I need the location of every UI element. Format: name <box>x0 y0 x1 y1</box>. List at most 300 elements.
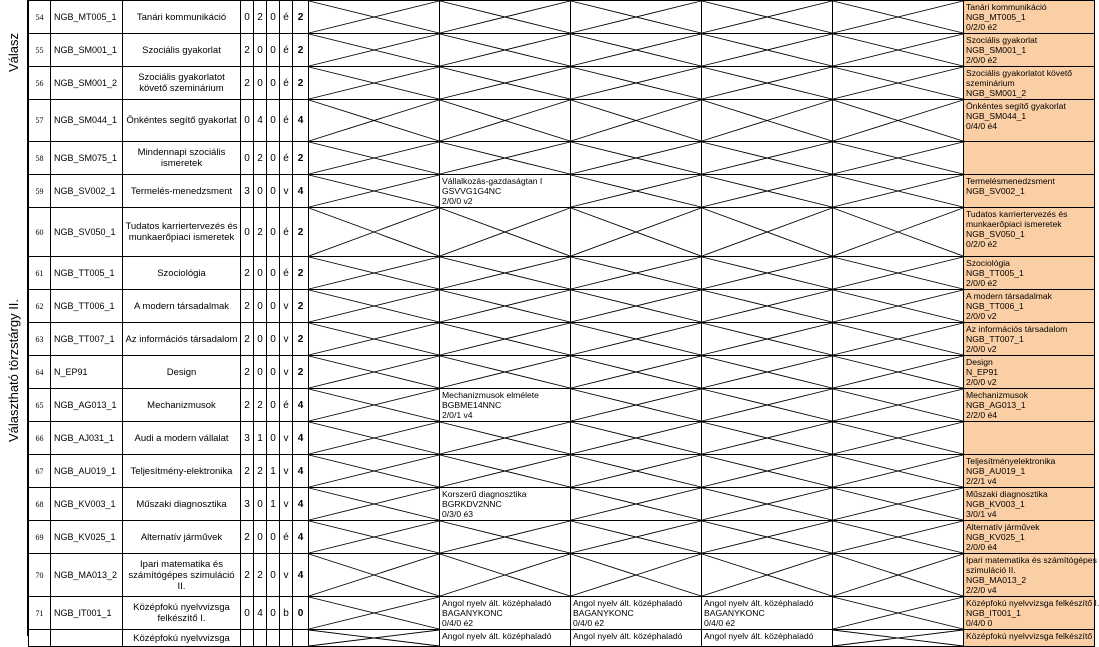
crossed-out-cell <box>571 142 702 175</box>
cross-mark <box>571 455 701 487</box>
course-name: Mechanizmusok <box>123 389 241 422</box>
row-number: 63 <box>29 323 51 356</box>
crossed-out-cell <box>833 323 964 356</box>
crossed-out-cell <box>833 67 964 100</box>
cell-line: NGB_AU019_1 <box>966 466 1026 476</box>
crossed-out-cell <box>440 257 571 290</box>
crossed-out-cell <box>702 1 833 34</box>
cell-line: Mechanizmusok elmélete <box>442 390 539 400</box>
cell-line: Alternatív járművek <box>966 522 1040 532</box>
crossed-out-cell <box>571 389 702 422</box>
cell-line: Angol nyelv ált. középhaladó <box>573 631 683 641</box>
crossed-out-cell <box>440 67 571 100</box>
hours-cell: 0 <box>254 257 267 290</box>
cross-mark <box>571 34 701 66</box>
course-code: N_EP91 <box>51 356 123 389</box>
table-row <box>29 142 1095 175</box>
crossed-out-cell <box>440 34 571 67</box>
credit-cell: 2 <box>293 257 309 290</box>
crossed-out-cell <box>833 356 964 389</box>
cell-line: 2/2/0 é4 <box>966 410 998 420</box>
crossed-out-cell <box>571 34 702 67</box>
hours-cell: 0 <box>254 521 267 554</box>
cross-mark <box>702 389 832 421</box>
cross-mark <box>702 67 832 99</box>
hours-cell: 0 <box>267 554 280 597</box>
course-code: NGB_TT005_1 <box>51 257 123 290</box>
cell-line: szeminárium <box>966 78 1015 88</box>
crossed-out-cell <box>702 290 833 323</box>
course-code: NGB_SV002_1 <box>51 175 123 208</box>
crossed-out-cell <box>571 290 702 323</box>
hours-cell: 2 <box>254 1 267 34</box>
cross-mark <box>440 100 570 141</box>
cell-line: 2/0/0 v2 <box>966 377 997 387</box>
course-code: NGB_MA013_2 <box>51 554 123 597</box>
credit-cell: 4 <box>293 521 309 554</box>
cross-mark <box>702 1 832 33</box>
previous-course <box>964 630 1095 647</box>
crossed-out-cell <box>833 554 964 597</box>
side-label-text: Válasz <box>6 32 21 73</box>
row-number: 60 <box>29 208 51 257</box>
row-number: 67 <box>29 455 51 488</box>
exam-type: v <box>280 290 293 323</box>
cell-line: Teljesítményelektronika <box>966 456 1056 466</box>
equivalent-course <box>440 597 571 630</box>
cross-mark <box>309 175 439 207</box>
hours-cell: 2 <box>254 554 267 597</box>
table-row <box>29 455 1095 488</box>
course-name: A modern társadalmak <box>123 290 241 323</box>
crossed-out-cell <box>702 488 833 521</box>
cross-mark <box>571 208 701 256</box>
crossed-out-cell <box>571 488 702 521</box>
crossed-out-cell <box>833 34 964 67</box>
cell-line: 0/4/0 é2 <box>704 618 736 628</box>
cell-line: munkaerőpiaci ismeretek <box>966 219 1062 229</box>
hours-cell: 0 <box>254 67 267 100</box>
cell-line: Tudatos karriertervezés és <box>966 209 1068 219</box>
cross-mark <box>309 1 439 33</box>
hours-cell <box>241 630 254 647</box>
exam-type: v <box>280 422 293 455</box>
crossed-out-cell <box>702 34 833 67</box>
hours-cell: 0 <box>254 34 267 67</box>
row-number: 59 <box>29 175 51 208</box>
course-name: Design <box>123 356 241 389</box>
crossed-out-cell <box>571 521 702 554</box>
course-code: NGB_IT001_1 <box>51 597 123 630</box>
hours-cell: 2 <box>254 208 267 257</box>
crossed-out-cell <box>833 389 964 422</box>
course-name: Tudatos karriertervezés és munkaerőpiaci ismeretek <box>123 208 241 257</box>
row-number: 70 <box>29 554 51 597</box>
cross-mark <box>309 208 439 256</box>
cell-line: Középfokú nyelvvizsga felkészítő I. <box>966 598 1099 608</box>
previous-course <box>964 142 1095 175</box>
course-name: Termelés-menedzsment <box>123 175 241 208</box>
cell-line: 2/0/0 v2 <box>966 344 997 354</box>
cross-mark <box>571 257 701 289</box>
cell-line: Szociális gyakorlat <box>966 35 1038 45</box>
table-row <box>29 554 1095 597</box>
cell-line: NGB_TT007_1 <box>966 334 1024 344</box>
cell-line: Angol nyelv ált. középhaladó <box>442 598 552 608</box>
hours-cell: 0 <box>241 208 254 257</box>
cross-mark <box>440 34 570 66</box>
cell-line: NGB_SM001_1 <box>966 45 1027 55</box>
hours-cell: 3 <box>241 422 254 455</box>
exam-type: v <box>280 356 293 389</box>
course-code: NGB_MT005_1 <box>51 1 123 34</box>
cell-line: 0/2/0 é2 <box>966 22 998 32</box>
cell-line: Középfokú nyelvvizsga felkészítő <box>966 631 1093 641</box>
exam-type: é <box>280 389 293 422</box>
cell-line: NGB_MA013_2 <box>966 575 1027 585</box>
crossed-out-cell <box>702 100 833 142</box>
crossed-out-cell <box>833 257 964 290</box>
crossed-out-cell <box>309 142 440 175</box>
credit-cell: 2 <box>293 323 309 356</box>
cell-line: 2/0/0 é4 <box>966 542 998 552</box>
cell-line: NGB_SV050_1 <box>966 229 1025 239</box>
table-row <box>29 356 1095 389</box>
hours-cell: 0 <box>241 597 254 630</box>
curriculum-table <box>28 0 1099 647</box>
cross-mark <box>309 67 439 99</box>
cell-line: Angol nyelv ált. középhaladó <box>573 598 683 608</box>
hours-cell: 2 <box>241 34 254 67</box>
cell-line: BGBME14NNC <box>442 400 502 410</box>
cell-line: szimuláció II. <box>966 565 1016 575</box>
cross-mark <box>440 67 570 99</box>
cross-mark <box>833 175 963 207</box>
cell-line: Ipari matematika és számítógépes <box>966 555 1097 565</box>
course-code: NGB_TT007_1 <box>51 323 123 356</box>
crossed-out-cell <box>309 290 440 323</box>
cross-mark <box>440 208 570 256</box>
row-number: 55 <box>29 34 51 67</box>
cell-line: BGRKDV2NNC <box>442 499 502 509</box>
course-name: Az információs társadalom <box>123 323 241 356</box>
crossed-out-cell <box>309 455 440 488</box>
cell-line: A modern társadalmak <box>966 291 1052 301</box>
hours-cell: 0 <box>267 34 280 67</box>
cross-mark <box>440 554 570 596</box>
crossed-out-cell <box>702 323 833 356</box>
cross-mark <box>702 356 832 388</box>
hours-cell: 0 <box>254 323 267 356</box>
credit-cell: 4 <box>293 554 309 597</box>
cross-mark <box>702 422 832 454</box>
table-row <box>29 630 1095 647</box>
cross-mark <box>571 521 701 553</box>
hours-cell: 0 <box>241 100 254 142</box>
crossed-out-cell <box>309 597 440 630</box>
cell-line: NGB_SM044_1 <box>966 111 1027 121</box>
equivalent-course <box>440 389 571 422</box>
cross-mark <box>833 597 963 629</box>
cell-line: 0/4/0 é2 <box>442 618 474 628</box>
course-code <box>51 630 123 647</box>
equivalent-course <box>571 597 702 630</box>
crossed-out-cell <box>702 208 833 257</box>
crossed-out-cell <box>571 208 702 257</box>
crossed-out-cell <box>702 175 833 208</box>
cell-line: Termelésmenedzsment <box>966 176 1055 186</box>
crossed-out-cell <box>833 422 964 455</box>
crossed-out-cell <box>571 67 702 100</box>
table-row <box>29 175 1095 208</box>
cell-line: Szociális gyakorlatot követő <box>966 68 1073 78</box>
cross-mark <box>309 455 439 487</box>
cross-mark <box>571 67 701 99</box>
table-row <box>29 290 1095 323</box>
cross-mark <box>571 356 701 388</box>
cell-line: 2/0/0 é2 <box>966 278 998 288</box>
cell-line: Önkéntes segítő gyakorlat <box>966 101 1066 111</box>
course-code: NGB_AG013_1 <box>51 389 123 422</box>
cross-mark <box>833 100 963 141</box>
cell-line: BAGANYKONC <box>704 608 765 618</box>
cell-line: NGB_KV003_1 <box>966 499 1025 509</box>
cross-mark <box>571 142 701 174</box>
cross-mark <box>702 208 832 256</box>
crossed-out-cell <box>440 422 571 455</box>
cross-mark <box>571 290 701 322</box>
hours-cell: 0 <box>267 389 280 422</box>
cell-line: 2/2/0 v4 <box>966 585 997 595</box>
previous-course <box>964 257 1095 290</box>
credit-cell: 0 <box>293 597 309 630</box>
equivalent-course <box>440 630 571 647</box>
credit-cell: 2 <box>293 290 309 323</box>
cell-line: Az információs társadalom <box>966 324 1068 334</box>
crossed-out-cell <box>571 356 702 389</box>
cross-mark <box>309 630 439 646</box>
crossed-out-cell <box>571 323 702 356</box>
cross-mark <box>702 323 832 355</box>
hours-cell: 2 <box>241 67 254 100</box>
cell-line: 2/0/0 v2 <box>442 196 473 206</box>
equivalent-course <box>440 488 571 521</box>
previous-course <box>964 323 1095 356</box>
cross-mark <box>440 422 570 454</box>
table-row <box>29 100 1095 142</box>
course-name: Szociális gyakorlatot követő szeminárium <box>123 67 241 100</box>
cross-mark <box>702 521 832 553</box>
cross-mark <box>833 389 963 421</box>
hours-cell: 2 <box>241 257 254 290</box>
credit-cell: 4 <box>293 455 309 488</box>
crossed-out-cell <box>833 597 964 630</box>
cell-line: NGB_MT005_1 <box>966 12 1026 22</box>
course-code: NGB_AJ031_1 <box>51 422 123 455</box>
cross-mark <box>833 257 963 289</box>
cell-line: NGB_IT001_1 <box>966 608 1021 618</box>
previous-course <box>964 356 1095 389</box>
row-number: 65 <box>29 389 51 422</box>
hours-cell: 0 <box>254 356 267 389</box>
cross-mark <box>702 290 832 322</box>
hours-cell: 0 <box>267 175 280 208</box>
cross-mark <box>702 142 832 174</box>
credit-cell: 4 <box>293 422 309 455</box>
side-label <box>0 105 28 636</box>
cross-mark <box>833 1 963 33</box>
crossed-out-cell <box>440 455 571 488</box>
cross-mark <box>702 554 832 596</box>
cross-mark <box>440 455 570 487</box>
table-row <box>29 1 1095 34</box>
cross-mark <box>571 554 701 596</box>
hours-cell: 1 <box>254 422 267 455</box>
hours-cell: 0 <box>267 1 280 34</box>
previous-course <box>964 67 1095 100</box>
cell-line: NGB_SV002_1 <box>966 186 1025 196</box>
hours-cell: 0 <box>241 142 254 175</box>
cell-line: 0/4/0 é4 <box>966 121 998 131</box>
crossed-out-cell <box>309 175 440 208</box>
hours-cell: 1 <box>267 455 280 488</box>
cell-line: 0/3/0 é3 <box>442 509 474 519</box>
cross-mark <box>309 34 439 66</box>
cell-line: BAGANYKONC <box>573 608 634 618</box>
cross-mark <box>833 554 963 596</box>
cross-mark <box>571 175 701 207</box>
table-row <box>29 422 1095 455</box>
credit-cell: 2 <box>293 67 309 100</box>
course-name: Ipari matematika és számítógépes szimuláció II. <box>123 554 241 597</box>
course-name: Alternatív járművek <box>123 521 241 554</box>
course-name: Szociológia <box>123 257 241 290</box>
cell-line: N_EP91 <box>966 367 999 377</box>
credit-cell: 2 <box>293 34 309 67</box>
crossed-out-cell <box>571 175 702 208</box>
hours-cell: 0 <box>267 100 280 142</box>
crossed-out-cell <box>309 100 440 142</box>
row-number: 61 <box>29 257 51 290</box>
crossed-out-cell <box>702 257 833 290</box>
previous-course <box>964 208 1095 257</box>
crossed-out-cell <box>440 323 571 356</box>
hours-cell: 4 <box>254 100 267 142</box>
cell-line: 3/0/1 v4 <box>966 509 997 519</box>
cross-mark <box>833 290 963 322</box>
crossed-out-cell <box>309 488 440 521</box>
cross-mark <box>309 521 439 553</box>
exam-type: é <box>280 67 293 100</box>
hours-cell: 3 <box>241 175 254 208</box>
exam-type: é <box>280 1 293 34</box>
table-row <box>29 67 1095 100</box>
exam-type: é <box>280 257 293 290</box>
credit-cell: 2 <box>293 208 309 257</box>
side-label-text: Választható törzstárgy II. <box>6 298 22 443</box>
hours-cell: 0 <box>267 356 280 389</box>
crossed-out-cell <box>440 1 571 34</box>
course-code: NGB_SM001_1 <box>51 34 123 67</box>
previous-course <box>964 488 1095 521</box>
cross-mark <box>309 323 439 355</box>
crossed-out-cell <box>309 208 440 257</box>
hours-cell: 2 <box>241 554 254 597</box>
cell-line: Korszerű diagnosztika <box>442 489 527 499</box>
hours-cell: 0 <box>254 175 267 208</box>
hours-cell: 0 <box>267 257 280 290</box>
crossed-out-cell <box>309 34 440 67</box>
cross-mark <box>833 521 963 553</box>
cross-mark <box>833 488 963 520</box>
exam-type: é <box>280 142 293 175</box>
cross-mark <box>309 554 439 596</box>
crossed-out-cell <box>440 554 571 597</box>
course-name: Középfokú nyelvvizsga felkészítő I. <box>123 597 241 630</box>
cross-mark <box>702 455 832 487</box>
course-name: Középfokú nyelvvizsga <box>123 630 241 647</box>
hours-cell: 2 <box>241 389 254 422</box>
hours-cell: 2 <box>241 290 254 323</box>
exam-type: v <box>280 554 293 597</box>
crossed-out-cell <box>702 554 833 597</box>
hours-cell: 0 <box>267 597 280 630</box>
cross-mark <box>440 323 570 355</box>
crossed-out-cell <box>702 455 833 488</box>
hours-cell: 4 <box>254 597 267 630</box>
hours-cell: 0 <box>267 67 280 100</box>
previous-course <box>964 389 1095 422</box>
credit-cell: 4 <box>293 389 309 422</box>
crossed-out-cell <box>702 422 833 455</box>
exam-type: é <box>280 208 293 257</box>
cell-line: Angol nyelv ált. középhaladó <box>704 598 814 608</box>
crossed-out-cell <box>309 630 440 647</box>
crossed-out-cell <box>309 521 440 554</box>
crossed-out-cell <box>440 290 571 323</box>
equivalent-course <box>702 597 833 630</box>
cell-line: Design <box>966 357 993 367</box>
table-row <box>29 597 1095 630</box>
hours-cell: 2 <box>241 521 254 554</box>
cross-mark <box>309 422 439 454</box>
crossed-out-cell <box>309 422 440 455</box>
cell-line: Mechanizmusok <box>966 390 1029 400</box>
hours-cell: 0 <box>267 521 280 554</box>
cell-line: NGB_TT005_1 <box>966 268 1024 278</box>
crossed-out-cell <box>309 323 440 356</box>
crossed-out-cell <box>309 1 440 34</box>
equivalent-course <box>571 630 702 647</box>
row-number: 57 <box>29 100 51 142</box>
crossed-out-cell <box>571 100 702 142</box>
course-name: Audi a modern vállalat <box>123 422 241 455</box>
row-number: 54 <box>29 1 51 34</box>
row-number: 62 <box>29 290 51 323</box>
crossed-out-cell <box>309 356 440 389</box>
crossed-out-cell <box>833 630 964 647</box>
crossed-out-cell <box>309 389 440 422</box>
side-label <box>0 0 28 105</box>
cross-mark <box>571 1 701 33</box>
row-number: 71 <box>29 597 51 630</box>
equivalent-course <box>440 175 571 208</box>
hours-cell: 2 <box>254 455 267 488</box>
crossed-out-cell <box>833 488 964 521</box>
crossed-out-cell <box>440 521 571 554</box>
crossed-out-cell <box>702 521 833 554</box>
exam-type: é <box>280 34 293 67</box>
